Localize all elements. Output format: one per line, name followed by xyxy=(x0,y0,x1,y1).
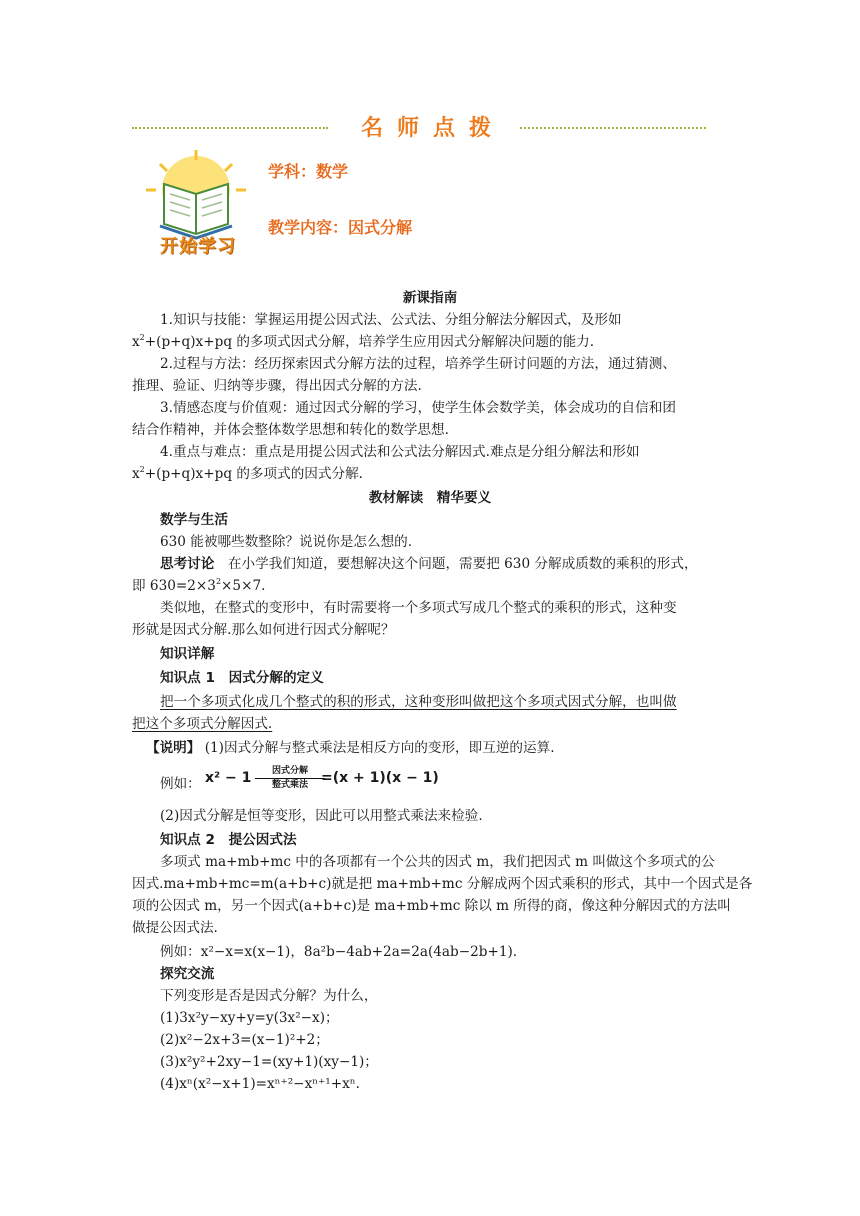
similar-line2: 形就是因式分解.那么如何进行因式分解呢？ xyxy=(132,622,395,638)
formula-arrow-bar xyxy=(255,778,325,779)
banner-title: 名师点拨 xyxy=(360,115,505,141)
explore-item-1: (1)3x²y−xy+y=y(3x²−x)； xyxy=(160,1010,339,1026)
explore-item-3: (3)x²y²+2xy−1=(xy+1)(xy−1)； xyxy=(160,1054,378,1070)
logo-caption: 开始学习 xyxy=(160,236,236,257)
note1: 【说明】 (1)因式分解与整式乘法是相反方向的变形，即互逆的运算. xyxy=(146,740,555,756)
think-line2: 即 $630=2\times 3^2\times 5\times 7$. xyxy=(132,577,266,594)
subject-label: 学科：数学 xyxy=(268,162,349,181)
kp2-para-line1: 多项式 ma+mb+mc 中的各项都有一个公共的因式 m，我们把因式 m 叫做这个多项式的公 xyxy=(160,854,715,870)
guide-item1-line2: $x^2+(p+q)x+pq$ 的多项式因式分解，培养学生应用因式分解解决问题的能力. xyxy=(132,333,595,350)
kp2-para-line3: 项的公因式 m，另一个因式(a+b+c)是 ma+mb+mc 除以 m 所得的商，像这种分解因式的方法叫 xyxy=(132,898,731,914)
content-label: 教学内容：因式分解 xyxy=(268,218,413,237)
explore-item-2: (2)x²−2x+3=(x−1)²+2； xyxy=(160,1032,329,1048)
similar-line1: 类似地，在整式的变形中，有时需要将一个多项式写成几个整式的乘积的形式，这种变 xyxy=(160,600,677,616)
guide-heading: 新课指南 xyxy=(402,290,458,306)
guide-item2-line1: 2.过程与方法：经历探索因式分解方法的过程，培养学生研讨问题的方法，通过猜测、 xyxy=(160,356,676,372)
explore-question: 下列变形是否是因式分解？为什么， xyxy=(160,988,378,1004)
explore-item-4: (4)xⁿ(x²−x+1)=xⁿ⁺²−xⁿ⁺¹+xⁿ. xyxy=(160,1076,361,1092)
guide-item4-line2: $x^2+(p+q)x+pq$ 的多项式的因式分解. xyxy=(132,465,364,482)
reading-heading: 教材解读 精华要义 xyxy=(368,490,492,506)
guide-item4-line1: 4.重点与难点：重点是用提公因式法和公式法分解因式.难点是分组分解法和形如 xyxy=(160,444,640,460)
kp1-heading: 知识点 1 因式分解的定义 xyxy=(160,670,324,686)
formula-top-label: 因式分解 xyxy=(271,766,308,776)
life-heading: 数学与生活 xyxy=(160,512,228,528)
kp2-para-line2: 因式.ma+mb+mc=m(a+b+c)就是把 ma+mb+mc 分解成两个因式乘积的形式，其中一个因式是各 xyxy=(132,876,753,892)
life-question: 630 能被哪些数整除？说说你是怎么想的. xyxy=(160,534,413,550)
banner-dots-left xyxy=(132,127,328,129)
guide-item3-line1: 3.情感态度与价值观：通过因式分解的学习，使学生体会数学美，体会成功的自信和团 xyxy=(160,400,676,416)
guide-item3-line2: 结合作精神，并体会整体数学思想和转化的数学思想. xyxy=(132,422,449,438)
note2: (2)因式分解是恒等变形，因此可以用整式乘法来检验. xyxy=(160,808,483,824)
explore-heading: 探究交流 xyxy=(160,966,215,982)
kp2-para-line4: 做提公因式法. xyxy=(132,920,218,936)
kp1-definition-line2: 把这个多项式分解因式. xyxy=(132,716,273,732)
kp1-definition-line1: 把一个多项式化成几个整式的积的形式，这种变形叫做把这个多项式因式分解，也叫做 xyxy=(160,694,677,710)
kp2-heading: 知识点 2 提公因式法 xyxy=(160,832,297,848)
example-label: 例如： xyxy=(160,776,201,792)
formula-rhs: =(x + 1)(x − 1) xyxy=(321,770,439,786)
kp2-example: 例如：x²−x=x(x−1)，8a²b−4ab+2a=2a(4ab−2b+1). xyxy=(160,944,518,960)
formula-lhs: x² − 1 xyxy=(205,770,252,786)
section-banner xyxy=(132,112,706,144)
guide-item2-line2: 推理、验证、归纳等步骤，得出因式分解的方法. xyxy=(132,378,422,394)
guide-item1-line1: 1.知识与技能：掌握运用提公因式法、公式法、分组分解法分解因式，及形如 xyxy=(160,312,622,328)
detail-heading: 知识详解 xyxy=(160,646,215,662)
formula-bottom-label: 整式乘法 xyxy=(271,780,308,790)
banner-dots-right xyxy=(520,127,706,129)
think-line1: 思考讨论 在小学我们知道，要想解决这个问题，需要把 630 分解成质数的乘积的形式， xyxy=(160,556,698,572)
